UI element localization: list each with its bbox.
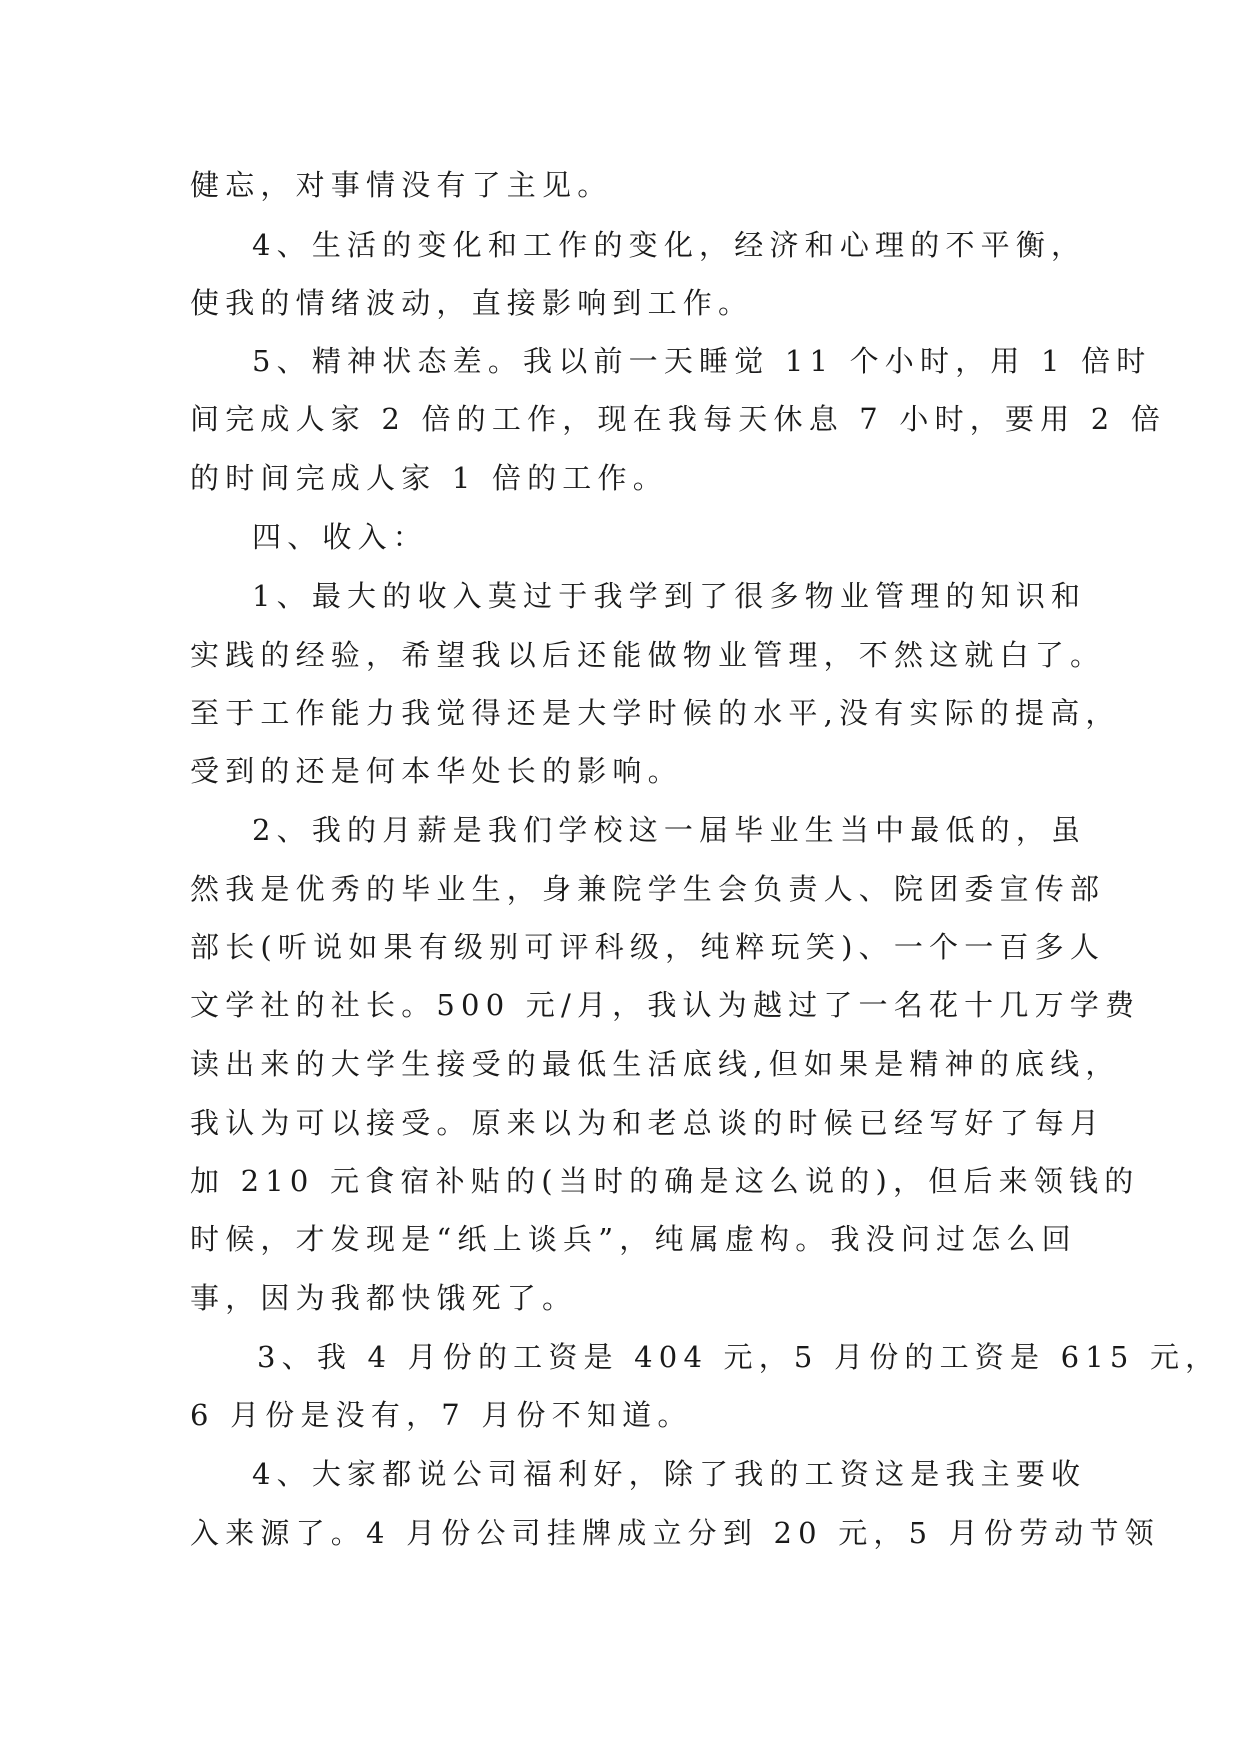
- paragraph-line: 文学社的社长。500 元/月，我认为越过了一名花十几万学费: [190, 988, 1141, 1022]
- paragraph-line: 5、精神状态差。我以前一天睡觉 11 个小时，用 1 倍时: [252, 344, 1152, 378]
- paragraph-line: 部长(听说如果有级别可评科级，纯粹玩笑)、一个一百多人: [190, 930, 1106, 964]
- paragraph-line: 4、生活的变化和工作的变化，经济和心理的不平衡，: [252, 228, 1087, 262]
- paragraph-line: 入来源了。4 月份公司挂牌成立分到 20 元，5 月份劳动节领: [190, 1516, 1160, 1550]
- paragraph-line: 的时间完成人家 1 倍的工作。: [190, 461, 668, 495]
- paragraph-line: 加 210 元食宿补贴的(当时的确是这么说的)，但后来领钱的: [190, 1164, 1140, 1198]
- paragraph-line: 健忘，对事情没有了主见。: [190, 168, 613, 202]
- paragraph-line: 至于工作能力我觉得还是大学时候的水平,没有实际的提高，: [190, 696, 1121, 730]
- paragraph-line: 间完成人家 2 倍的工作，现在我每天休息 7 小时，要用 2 倍: [190, 402, 1167, 436]
- paragraph-line: 使我的情绪波动，直接影响到工作。: [190, 286, 754, 320]
- paragraph-line: 我认为可以接受。原来以为和老总谈的时候已经写好了每月: [190, 1106, 1106, 1140]
- paragraph-line: 实践的经验，希望我以后还能做物业管理，不然这就白了。: [190, 638, 1106, 672]
- paragraph-line: 时候，才发现是“纸上谈兵”，纯属虚构。我没问过怎么回: [190, 1222, 1077, 1256]
- paragraph-line: 1、最大的收入莫过于我学到了很多物业管理的知识和: [252, 579, 1087, 613]
- paragraph-line: 2、我的月薪是我们学校这一届毕业生当中最低的，虽: [252, 813, 1087, 847]
- paragraph-line: 4、大家都说公司福利好，除了我的工资这是我主要收: [252, 1457, 1087, 1491]
- paragraph-line: 读出来的大学生接受的最低生活底线,但如果是精神的底线，: [190, 1047, 1121, 1081]
- paragraph-line: 然我是优秀的毕业生，身兼院学生会负责人、院团委宣传部: [190, 872, 1106, 906]
- paragraph-line: 受到的还是何本华处长的影响。: [190, 754, 683, 788]
- paragraph-line: 3、我 4 月份的工资是 404 元，5 月份的工资是 615 元，: [257, 1340, 1221, 1374]
- section-heading: 四、收入：: [252, 520, 429, 554]
- paragraph-line: 事，因为我都快饿死了。: [190, 1281, 578, 1315]
- paragraph-line: 6 月份是没有，7 月份不知道。: [190, 1398, 693, 1432]
